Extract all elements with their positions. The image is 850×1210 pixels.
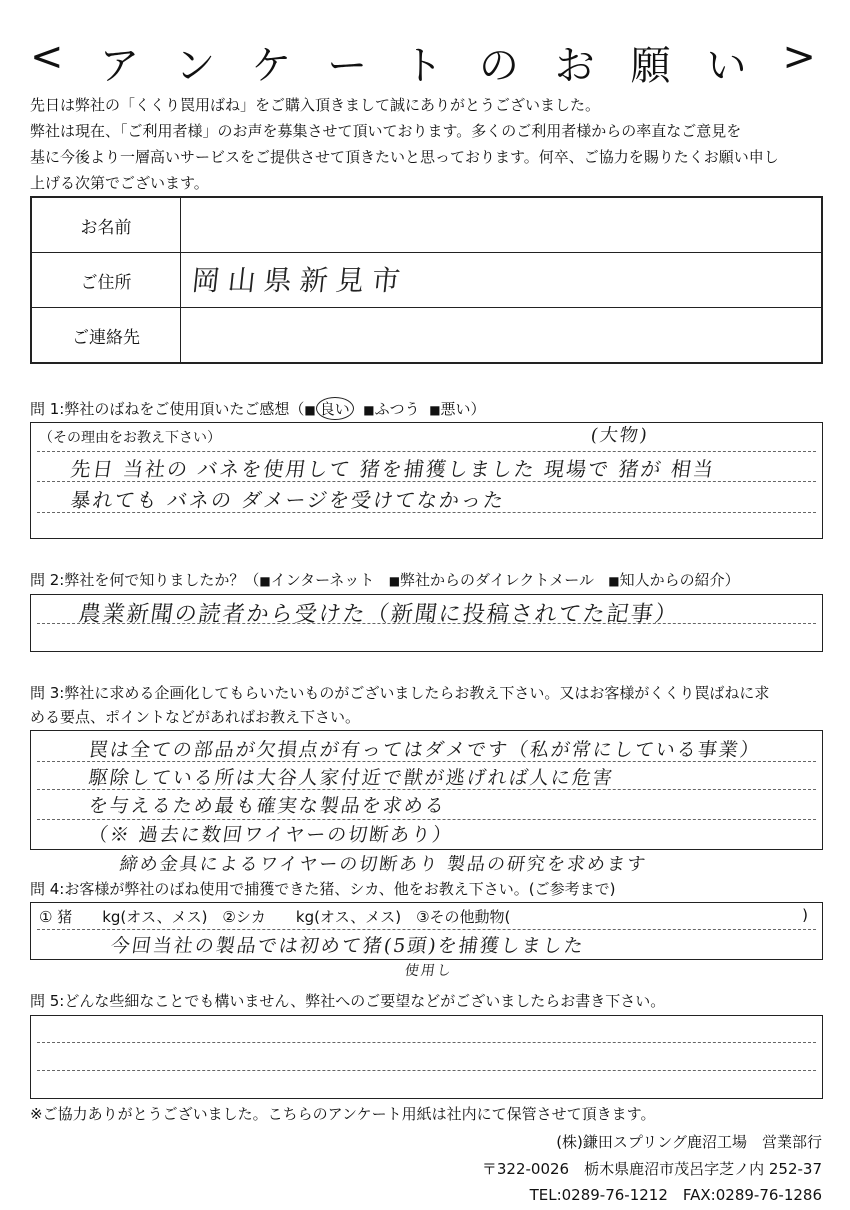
dashed-line: [37, 1042, 816, 1043]
checkbox-icon: ■: [388, 574, 401, 588]
title-char: >: [782, 34, 820, 80]
intro-line: 弊社は現在、「ご利用者様」のお声を募集させて頂いております。多くのご利用者様からの率直なご意見を: [30, 122, 742, 140]
q1-handwritten-line: 暴れても バネの ダメージを受けてなかった: [69, 488, 507, 512]
q4-handwritten-answer: 今回当社の製品では初めて猪(5頭)を捕獲しました: [109, 935, 587, 957]
q4-handwritten-note: 使用し: [403, 963, 454, 979]
q4-species-row: ① 猪 kg(オス、メス) ②シカ kg(オス、メス) ③その他動物(: [39, 908, 511, 926]
q3-answer-box: [30, 730, 823, 850]
q1-answer-box: [30, 422, 823, 539]
q1-handwritten-line: 先日 当社の バネを使用して 猪を捕獲しました 現場で 猪が 相当: [69, 457, 717, 481]
q5-title: 問 5:どんな些細なことでも構いません、弊社へのご要望などがございましたらお書き下さい。: [30, 992, 666, 1010]
q3-title-line1: 問 3:弊社に求める企画化してもらいたいものがございましたらお教え下さい。又はお客様がくくり罠ばねに求: [30, 684, 770, 702]
dashed-line: [37, 929, 816, 930]
title-char: ト: [402, 43, 447, 89]
q2-option-direct-mail: 弊社からのダイレクトメール: [400, 571, 594, 589]
name-row: [32, 198, 821, 253]
q2-title-text: 問 2:弊社を何で知りましたか？（: [30, 571, 260, 589]
address-value: 岡山県新見市: [190, 264, 410, 297]
checkbox-icon: ■: [363, 403, 375, 417]
q4-answer-box: [30, 902, 823, 960]
q1-option-normal: ふつう: [374, 400, 420, 418]
footer-phone: TEL:0289-76-1212 FAX:0289-76-1286: [529, 1186, 822, 1204]
dashed-line: [37, 512, 816, 513]
footer-thanks: ※ご協力ありがとうございました。こちらのアンケート用紙は社内にて保管させて頂きます。: [30, 1105, 656, 1123]
q2-title: [30, 569, 740, 590]
q1-reason-label: （その理由をお教え下さい）: [39, 430, 221, 446]
title-char: ン: [175, 43, 220, 89]
dashed-line: [37, 451, 816, 452]
address-label: ご住所: [32, 253, 181, 307]
q4-title: 問 4:お客様が弊社のばね使用で捕獲できた猪、シカ、他をお教え下さい。(ご参考まで): [30, 880, 616, 898]
checkbox-icon: ■: [259, 574, 271, 588]
q3-handwritten-line: 駆除している所は大谷人家付近で獣が逃げれば人に危害: [87, 767, 616, 789]
title-char: ア: [99, 43, 144, 89]
q1-title-text: 問 1:弊社のばねをご使用頂いたご感想（: [30, 400, 305, 418]
dashed-line: [37, 761, 816, 762]
address-row: [32, 253, 821, 308]
title-char: <: [30, 34, 68, 80]
q3-handwritten-line: 罠は全ての部品が欠損点が有ってはダメです（私が常にしている事業）: [87, 739, 763, 761]
footer-company: (株)鎌田スプリング鹿沼工場 営業部行: [556, 1133, 822, 1151]
q1-handwritten-note: (大物): [589, 425, 651, 446]
q1-option-bad: 悪い: [440, 400, 471, 418]
q5-answer-box: [30, 1015, 823, 1099]
intro-line: 先日は弊社の「くくり罠用ばね」をご購入頂きまして誠にありがとうございました。: [30, 96, 601, 114]
q3-title-line2: める要点、ポイントなどがあればお教え下さい。: [30, 708, 361, 726]
intro-line: 基に今後より一層高いサービスをご提供させて頂きたいと思っております。何卒、ご協力を賜りたくお願い申し: [30, 148, 779, 166]
contact-info-table: [30, 196, 823, 364]
checkbox-icon: ■: [429, 403, 441, 417]
contact-row: [32, 308, 821, 363]
dashed-line: [37, 789, 816, 790]
q4-close-paren: ): [802, 906, 808, 924]
title-char: お: [554, 43, 599, 89]
page-title: [30, 34, 820, 91]
q1-title: [30, 397, 486, 420]
checkbox-icon: ■: [304, 403, 316, 417]
dashed-line: [37, 1070, 816, 1071]
q1-close-paren: ）: [470, 400, 486, 418]
q2-answer-box: [30, 594, 823, 652]
title-char: ケ: [251, 43, 296, 89]
q3-handwritten-line: （※ 過去に数回ワイヤーの切断あり）: [87, 824, 455, 846]
footer-address: 〒322-0026 栃木県鹿沼市茂呂字芝ノ内 252-37: [481, 1160, 822, 1178]
intro-line: 上げる次第でございます。: [30, 174, 209, 192]
intro-text: [30, 92, 825, 196]
q3-handwritten-line: を与えるため最も確実な製品を求める: [87, 795, 448, 817]
contact-label: ご連絡先: [32, 308, 181, 363]
dashed-line: [37, 623, 816, 624]
title-char: 願: [630, 43, 675, 89]
name-label: お名前: [32, 198, 181, 252]
title-char: い: [706, 43, 751, 89]
checkbox-icon: ■: [608, 574, 620, 588]
q2-option-internet: インターネット: [270, 571, 375, 589]
title-char: ー: [327, 43, 372, 89]
q2-handwritten-answer: 農業新聞の読者から受けた（新聞に投稿されてた記事）: [76, 602, 681, 627]
q3-handwritten-extra: 締め金具によるワイヤーの切断あり 製品の研究を求めます: [118, 854, 649, 875]
q2-option-referral: 知人からの紹介: [619, 571, 725, 589]
title-char: の: [478, 43, 523, 89]
q2-close-paren: ）: [724, 571, 740, 589]
q1-option-good: 良い: [316, 397, 354, 420]
dashed-line: [37, 481, 816, 482]
